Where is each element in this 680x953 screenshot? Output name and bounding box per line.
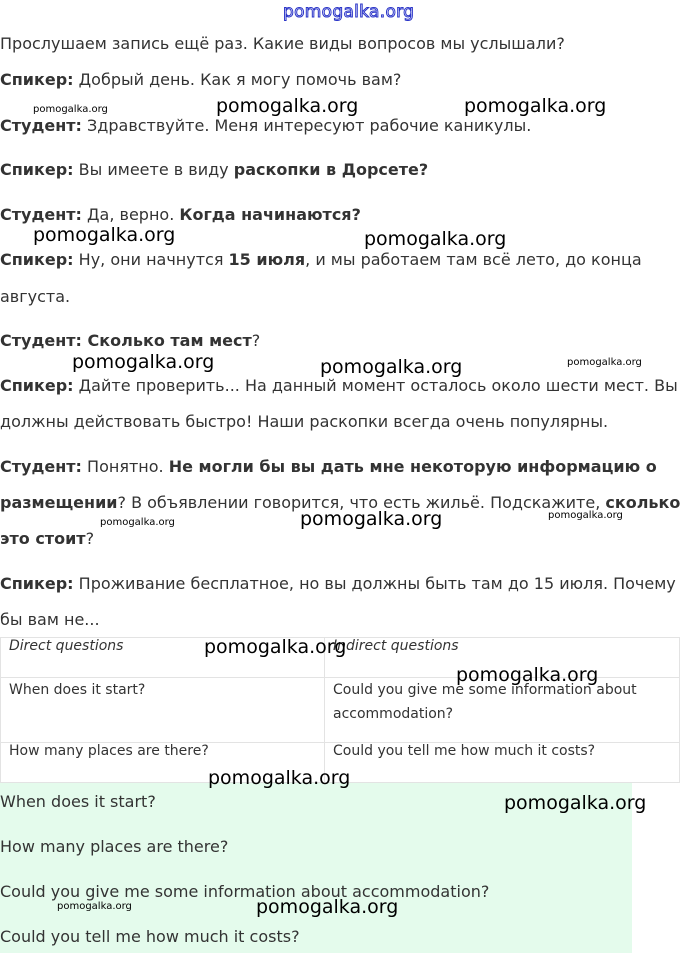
student-label: Студент:: [0, 457, 82, 476]
speaker-label: Спикер:: [0, 574, 74, 593]
intro-text: Прослушаем запись ещё раз. Какие виды вопросов мы услышали?: [0, 34, 565, 53]
speaker-label: Спикер:: [0, 160, 74, 179]
watermark: pomogalka.org: [216, 95, 359, 117]
watermark-top: pomogalka.org: [283, 2, 415, 22]
dialogue-text: ? В объявлении говорится, что есть жильё. Подскажите,: [117, 493, 606, 512]
dialogue-line-7-cont: должны действовать быстро! Наши раскопки всегда очень популярны.: [0, 412, 609, 431]
watermark: pomogalka.org: [204, 636, 347, 658]
watermark: pomogalka.org: [33, 224, 176, 246]
dialogue-line-5-cont: августа.: [0, 287, 71, 306]
dialogue-bold: Когда начинаются?: [179, 205, 361, 224]
dialogue-text: Здравствуйте. Меня интересуют рабочие каникулы.: [81, 116, 532, 135]
watermark: pomogalka.org: [33, 104, 108, 115]
dialogue-text: Добрый день. Как я могу помочь вам?: [73, 70, 402, 89]
watermark: pomogalka.org: [208, 767, 351, 789]
table-row: [1, 678, 680, 743]
cell-indirect: Could you tell me how much it costs?: [325, 743, 680, 783]
student-label: Студент:: [0, 205, 82, 224]
watermark: pomogalka.org: [57, 901, 132, 912]
watermark: pomogalka.org: [364, 228, 507, 250]
watermark: pomogalka.org: [567, 357, 642, 368]
answer-line: Could you tell me how much it costs?: [0, 927, 300, 946]
dialogue-text: Вы имеете в виду: [73, 160, 234, 179]
watermark: pomogalka.org: [464, 95, 607, 117]
dialogue-line-7: [0, 376, 678, 396]
questions-table: [0, 637, 680, 783]
answer-line: How many places are there?: [0, 837, 229, 856]
dialogue-text: , и мы работаем там всё лето, до конца: [305, 250, 642, 269]
header-indirect: Indirect questions: [325, 638, 680, 678]
dialogue-text: ?: [251, 331, 261, 350]
dialogue-text: ?: [85, 529, 95, 548]
watermark: pomogalka.org: [504, 792, 647, 814]
dialogue-line-9: [0, 574, 676, 594]
speaker-label: Спикер:: [0, 376, 74, 395]
dialogue-line-9-cont: бы вам не...: [0, 610, 100, 629]
header-direct: Direct questions: [1, 638, 325, 678]
answer-line: Could you give me some information about accommodation?: [0, 882, 490, 901]
watermark: pomogalka.org: [548, 510, 623, 521]
cell-direct: When does it start?: [1, 678, 325, 743]
dialogue-line-5: [0, 250, 642, 270]
dialogue-bold: это стоит: [0, 529, 86, 548]
dialogue-bold: Сколько там мест: [81, 331, 252, 350]
cell-direct: How many places are there?: [1, 743, 325, 783]
dialogue-bold: 15 июля: [228, 250, 306, 269]
dialogue-bold: сколько: [605, 493, 680, 512]
dialogue-bold: раскопки в Дорсете?: [233, 160, 429, 179]
watermark: pomogalka.org: [300, 508, 443, 530]
dialogue-text: Проживание бесплатное, но вы должны быть там до 15 июля. Почему: [73, 574, 676, 593]
watermark: pomogalka.org: [256, 896, 399, 918]
speaker-label: Спикер:: [0, 250, 74, 269]
dialogue-text: Понятно.: [81, 457, 169, 476]
student-label: Студент:: [0, 331, 82, 350]
dialogue-line-8: [0, 457, 657, 477]
dialogue-line-6: [0, 331, 260, 351]
student-label: Студент:: [0, 116, 82, 135]
dialogue-line-4: [0, 205, 361, 225]
cell-indirect: Could you give me some information about accommodation?: [325, 678, 680, 743]
watermark: pomogalka.org: [320, 356, 463, 378]
dialogue-text: Дайте проверить... На данный момент осталось около шести мест. Вы: [73, 376, 678, 395]
answer-line: When does it start?: [0, 792, 156, 811]
dialogue-line-3: [0, 160, 428, 180]
dialogue-bold: размещении: [0, 493, 118, 512]
dialogue-text: Ну, они начнутся: [73, 250, 229, 269]
dialogue-line-2: [0, 116, 531, 136]
watermark: pomogalka.org: [72, 351, 215, 373]
watermark: pomogalka.org: [456, 664, 599, 686]
dialogue-bold: Не могли бы вы дать мне некоторую информацию о: [168, 457, 657, 476]
dialogue-line-1: [0, 70, 401, 90]
speaker-label: Спикер:: [0, 70, 74, 89]
dialogue-text: Да, верно.: [81, 205, 180, 224]
dialogue-line-8-end: [0, 529, 94, 549]
watermark: pomogalka.org: [100, 517, 175, 528]
